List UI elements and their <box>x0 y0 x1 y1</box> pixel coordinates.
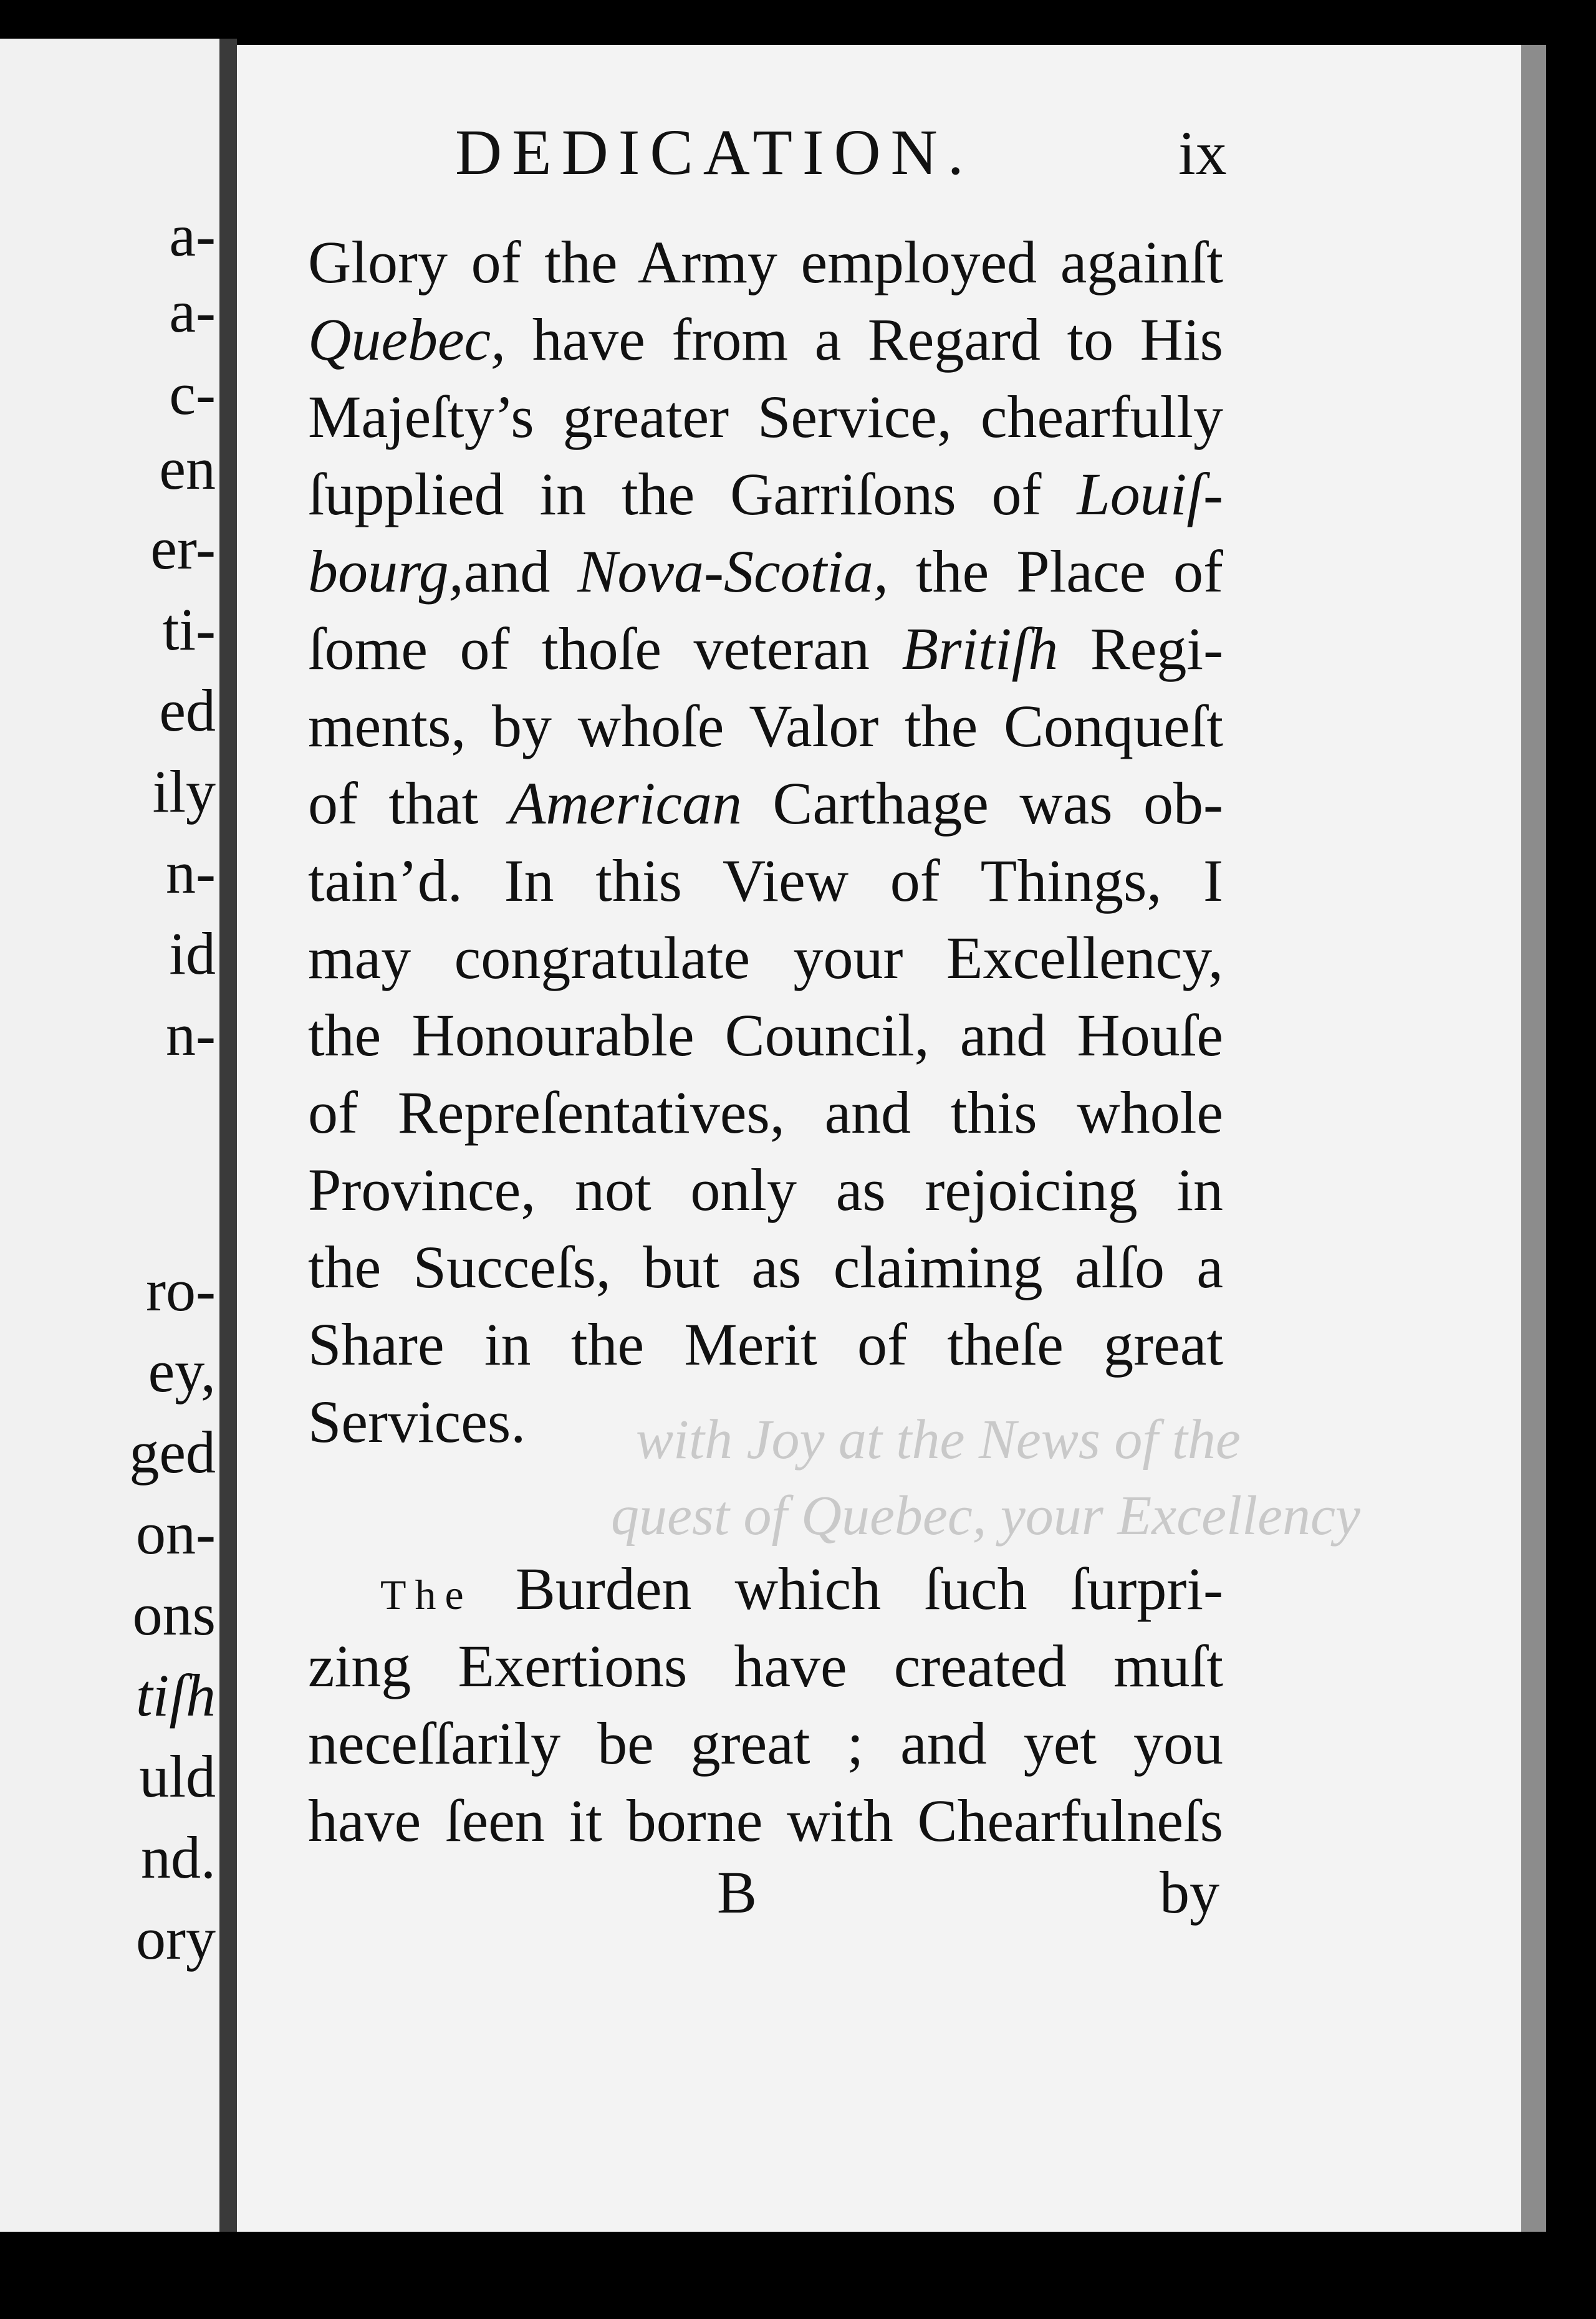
left-page-line: er- <box>150 515 216 582</box>
left-page-line: ti- <box>162 596 216 663</box>
text-line <box>308 383 1223 451</box>
left-page-line: n- <box>166 839 216 906</box>
text-run: ments, by whoſe Valor the Conqueſt <box>308 693 1223 759</box>
text-run-italic: bourg, <box>308 538 464 605</box>
left-page-line: uld <box>139 1743 216 1810</box>
left-page-line: on- <box>136 1500 216 1567</box>
text-run: tain’d. In this View of Things, I <box>308 847 1223 914</box>
text-run: may congratulate your Excellency, <box>308 924 1223 991</box>
text-run: Services. <box>308 1388 526 1455</box>
text-line <box>308 1787 1223 1855</box>
text-line <box>308 1388 1223 1456</box>
catchword: by <box>1160 1859 1219 1926</box>
left-page-line: ro- <box>146 1257 216 1323</box>
text-run: ſupplied in the Garriſons of <box>308 461 1042 527</box>
text-line <box>308 305 1223 374</box>
scan-border-top <box>0 0 1596 44</box>
left-page-line: ory <box>136 1905 216 1972</box>
left-page-line: ey, <box>148 1338 216 1404</box>
small-caps-lead: The <box>380 1571 473 1618</box>
left-page-line: c- <box>169 360 216 427</box>
scan-border-right <box>1546 37 1596 2282</box>
text-run: ſome of thoſe veteran <box>308 615 870 682</box>
text-run: the Succeſs, but as claiming alſo a <box>308 1234 1223 1300</box>
text-run-italic: Nova-Scotia, <box>577 538 888 605</box>
text-line <box>308 228 1223 297</box>
left-page-line: ged <box>129 1419 216 1486</box>
show-through-text: quest of Quebec, your Excellency <box>611 1485 1360 1547</box>
left-page-line: en <box>159 435 216 502</box>
text-run: Share in the Merit of theſe great <box>308 1311 1223 1378</box>
left-page-line: n- <box>166 1001 216 1068</box>
text-run-italic: Britiſh <box>901 615 1059 682</box>
left-page-line: a- <box>169 202 216 269</box>
left-facing-page <box>0 39 219 2238</box>
left-page-line: tiſh <box>135 1662 216 1729</box>
text-run: have ſeen it borne with Chearfulneſs <box>308 1787 1223 1854</box>
left-page-line: nd. <box>141 1824 216 1891</box>
text-run: neceſſarily be great ; and yet you <box>308 1710 1223 1777</box>
text-line <box>308 1632 1223 1701</box>
text-run: Regi- <box>1090 615 1224 682</box>
text-run: of Repreſentatives, and this whole <box>308 1079 1223 1146</box>
text-run: zing Exertions have created muſt <box>308 1633 1223 1699</box>
text-line <box>308 1156 1223 1224</box>
text-run: Glory of the Army employed againſt <box>308 229 1223 295</box>
text-line <box>308 1709 1223 1778</box>
text-run: and <box>463 538 550 605</box>
text-line <box>308 924 1223 992</box>
text-line <box>308 460 1223 529</box>
text-run: Majeſty’s greater Service, chearfully <box>308 383 1223 450</box>
text-run: Province, not only as rejoicing in <box>308 1156 1223 1223</box>
text-run: the Honourable Council, and Houſe <box>308 1002 1223 1068</box>
left-page-line: ons <box>132 1581 216 1648</box>
text-line <box>308 692 1223 761</box>
text-line <box>308 1233 1223 1302</box>
text-run: Carthage was ob- <box>772 770 1224 837</box>
text-run: the Place of <box>915 538 1224 605</box>
text-run-italic: Louiſ- <box>1077 461 1224 527</box>
text-line <box>308 615 1223 683</box>
text-line <box>308 847 1223 915</box>
text-line <box>308 1001 1223 1070</box>
text-line <box>308 537 1223 606</box>
running-head: DEDICATION. <box>455 117 974 188</box>
left-page-line: ed <box>159 677 216 744</box>
text-line <box>380 1555 1223 1629</box>
show-through-text: with Joy at the News of the <box>636 1409 1241 1471</box>
left-page-line: id <box>169 920 216 987</box>
page-number: ix <box>1178 118 1227 188</box>
text-run-italic: American <box>509 770 742 837</box>
text-line <box>308 769 1223 838</box>
text-run: Burden which ſuch ſurpri- <box>515 1555 1224 1622</box>
text-run: have from a Regard to His <box>532 306 1224 373</box>
left-page-line: a- <box>169 278 216 345</box>
book-gutter <box>219 39 237 2238</box>
page-edge-shadow <box>1521 45 1546 2232</box>
left-page-line: ily <box>152 758 216 825</box>
text-line <box>308 1310 1223 1379</box>
text-run: of that <box>308 770 479 837</box>
signature-mark: B <box>717 1859 757 1926</box>
text-run-italic: Quebec, <box>308 306 506 373</box>
text-line <box>308 1078 1223 1147</box>
scan-border-bottom <box>0 2232 1596 2319</box>
